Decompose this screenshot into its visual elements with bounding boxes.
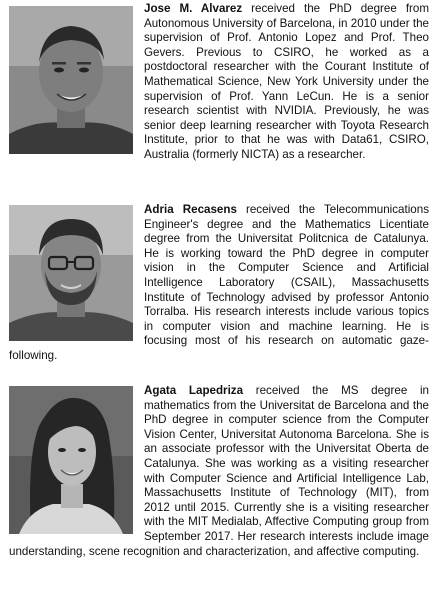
portrait-photo [9, 6, 133, 154]
portrait-photo [9, 386, 133, 534]
author-photo-alvarez [9, 6, 133, 154]
author-bio-alvarez [9, 2, 429, 163]
bio-body: received the MS degree in mathematics from the Universitat de Barcelona and the PhD degree in computer science from the Computer Vision Center, Universitat Autonoma Barcelona. She is an associate professor with the Universitat Oberta de Catalunya. She was working as a visiting researcher with Computer Science and Artificial Intelligence Lab, Massachusetts Institute of Technology (MIT), from 2012 until 2015. Currently she is a visiting researcher with the MIT Medialab, Affective Computing group from September 2017. Her research interests include image understanding, scene recognition and characterization, and affective computing. [9, 384, 429, 558]
author-name: Adria Recasens [144, 203, 237, 216]
author-photo-lapedriza [9, 386, 133, 534]
author-name: Jose M. Alvarez [144, 2, 243, 15]
bio-body: received the PhD degree from Autonomous University of Barcelona, in 2010 under the supervision of Prof. Antonio Lopez and Prof. Theo Gevers. Previous to CSIRO, he worked as a postdoctoral researcher with the Courant Institute of Mathematical Science, New York University under the supervision of Prof. Yann LeCun. He is a senior research scientist with NVIDIA. Previously, he was senior deep learning researcher with Toyota Research Institute, prior to that he was with Data61, CSIRO, Australia (formerly NICTA) as a researcher. [144, 2, 430, 161]
author-name: Agata Lapedriza [144, 384, 244, 397]
author-bio-lapedriza [9, 384, 429, 559]
bio-body: received the Telecommunications Engineer's degree and the Mathematics Licentiate degree from the Universitat Politcnica de Catalunya. He is working toward the PhD degree in computer vision in the Computer Science and Artificial Intelligence Laboratory (CSAIL), Massachusetts Institute of Technology advised by professor Antonio Torralba. His research interests include various topics in computer vision and machine learning. He is focusing most of his research on automatic gaze-following. [9, 203, 429, 362]
author-bio-recasens [9, 203, 429, 364]
portrait-photo [9, 205, 133, 341]
author-photo-recasens [9, 205, 133, 341]
